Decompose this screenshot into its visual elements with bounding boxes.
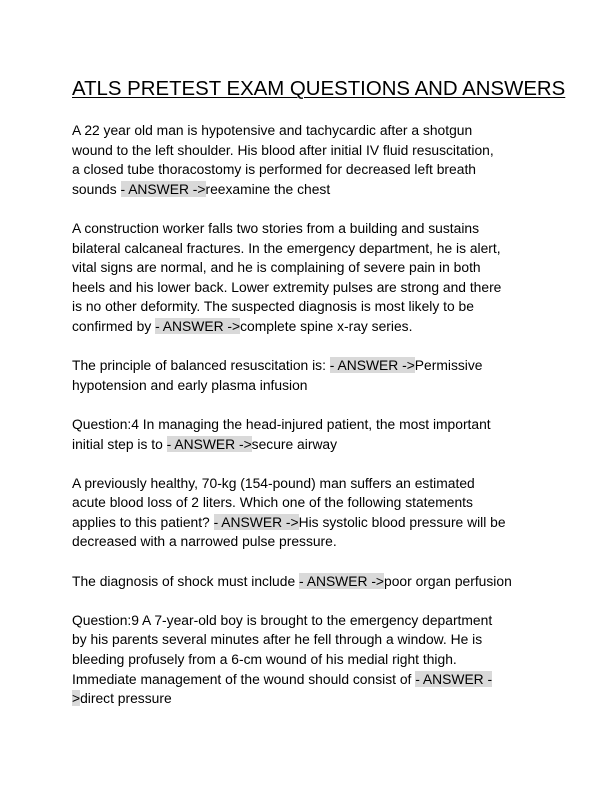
answer-line — [72, 689, 542, 709]
question-line: Question:4 In managing the head-injured patient, the most important — [72, 415, 491, 432]
question-line: a closed tube thoracostomy is performed for decreased left breath — [72, 161, 476, 178]
answer-line: hypotension and early plasma infusion — [72, 376, 308, 393]
qa-item — [72, 356, 542, 395]
question-answer-line — [72, 180, 542, 200]
qa-list — [72, 121, 542, 728]
question-line: A previously healthy, 70-kg (154-pound) man suffers an estimated — [72, 474, 475, 491]
question-answer-line — [72, 513, 542, 533]
question-line: sounds — [72, 180, 121, 197]
qa-item — [72, 219, 542, 337]
answer-text: complete spine x-ray series. — [240, 317, 413, 334]
question-line: A 22 year old man is hypotensive and tachycardic after a shotgun — [72, 122, 473, 138]
question-line: bleeding profusely from a 6-cm wound of his medial right thigh. — [72, 651, 457, 668]
answer-text: secure airway — [251, 435, 338, 452]
answer-text: Permissive — [414, 357, 483, 374]
question-line: applies to this patient? — [72, 513, 214, 530]
question-line: is no other deformity. The suspected diagnosis is most likely to be — [72, 298, 474, 315]
qa-item — [72, 572, 542, 592]
answer-marker: - ANSWER -> — [213, 513, 299, 530]
question-line: acute blood loss of 2 liters. Which one of the following statements — [72, 494, 473, 511]
question-answer-line — [72, 317, 542, 337]
question-line: vital signs are normal, and he is complaining of severe pain in both — [72, 259, 481, 276]
answer-marker: - ANSWER -> — [166, 435, 252, 452]
document-title: ATLS PRETEST EXAM QUESTIONS AND ANSWERS — [72, 78, 566, 100]
question-line: wound to the left shoulder. His blood after initial IV fluid resuscitation, — [72, 141, 494, 158]
answer-marker: - ANSWER -> — [329, 357, 415, 374]
answer-text: direct pressure — [80, 690, 172, 707]
question-line: by his parents several minutes after he fell through a window. He is — [72, 631, 483, 648]
question-line: heels and his lower back. Lower extremity pulses are strong and there — [72, 278, 502, 295]
answer-text: reexamine the chest — [205, 180, 331, 197]
question-line: Question:9 A 7-year-old boy is brought to the emergency department — [72, 611, 493, 628]
question-line: The principle of balanced resuscitation is: — [72, 357, 330, 374]
question-answer-line — [72, 356, 542, 376]
question-line: The diagnosis of shock must include — [72, 572, 300, 589]
answer-marker: - ANSWER -> — [155, 317, 241, 334]
answer-marker: - ANSWER - — [415, 670, 493, 687]
question-line: bilateral calcaneal fractures. In the emergency department, he is alert, — [72, 239, 501, 256]
answer-line: decreased with a narrowed pulse pressure. — [72, 533, 337, 550]
answer-text: poor organ perfusion — [384, 572, 512, 589]
question-line: A construction worker falls two stories from a building and sustains — [72, 219, 480, 236]
qa-item — [72, 415, 542, 454]
answer-marker: - ANSWER -> — [120, 180, 206, 197]
question-answer-line — [72, 670, 542, 690]
question-line: Immediate management of the wound should consist of — [72, 670, 416, 687]
answer-marker-wrap: > — [72, 690, 81, 707]
question-line: confirmed by — [72, 317, 156, 334]
qa-item — [72, 611, 542, 709]
question-answer-line — [72, 572, 542, 592]
answer-marker: - ANSWER -> — [299, 572, 385, 589]
answer-text: His systolic blood pressure will be — [298, 513, 506, 530]
qa-item — [72, 474, 542, 552]
qa-item — [72, 121, 542, 199]
question-answer-line — [72, 435, 542, 455]
question-line: initial step is to — [72, 435, 167, 452]
